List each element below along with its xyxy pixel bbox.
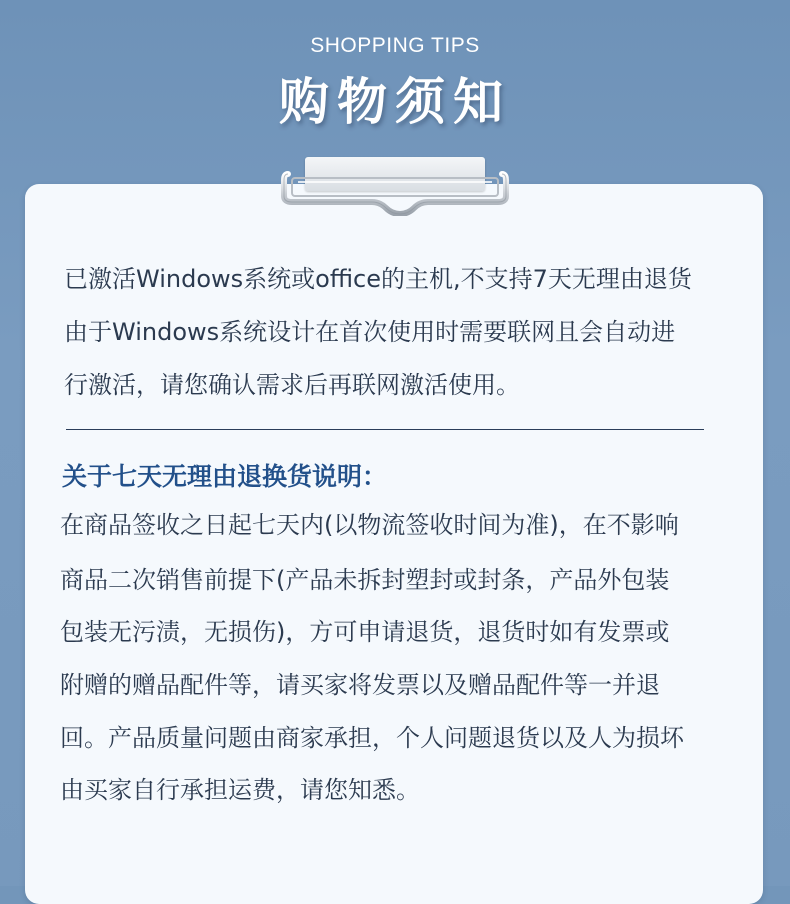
notice-line: 由于Windows系统设计在首次使用时需要联网且会自动进 [64, 318, 676, 346]
notice-line: 已激活Windows系统或office的主机,不支持7天无理由退货 [64, 265, 692, 293]
returns-line: 回。产品质量问题由商家承担，个人问题退货以及人为损坏 [60, 724, 684, 752]
returns-line: 包装无污渍，无损伤)，方可申请退货，退货时如有发票或 [60, 618, 670, 646]
page-title: 购物须知 [279, 73, 511, 131]
returns-line: 附赠的赠品配件等，请买家将发票以及赠品配件等一并退 [60, 671, 660, 699]
header-subtitle: SHOPPING TIPS [310, 34, 480, 57]
clipboard-clip-icon [276, 164, 516, 216]
returns-line: 在商品签收之日起七天内(以物流签收时间为准)，在不影响 [60, 511, 679, 539]
returns-section-title: 关于七天无理由退换货说明： [62, 462, 388, 491]
returns-line: 由买家自行承担运费，请您知悉。 [60, 776, 420, 804]
returns-line: 商品二次销售前提下(产品未拆封塑封或封条，产品外包装 [60, 566, 670, 594]
divider [66, 429, 704, 430]
notice-line: 行激活，请您确认需求后再联网激活使用。 [64, 371, 520, 399]
